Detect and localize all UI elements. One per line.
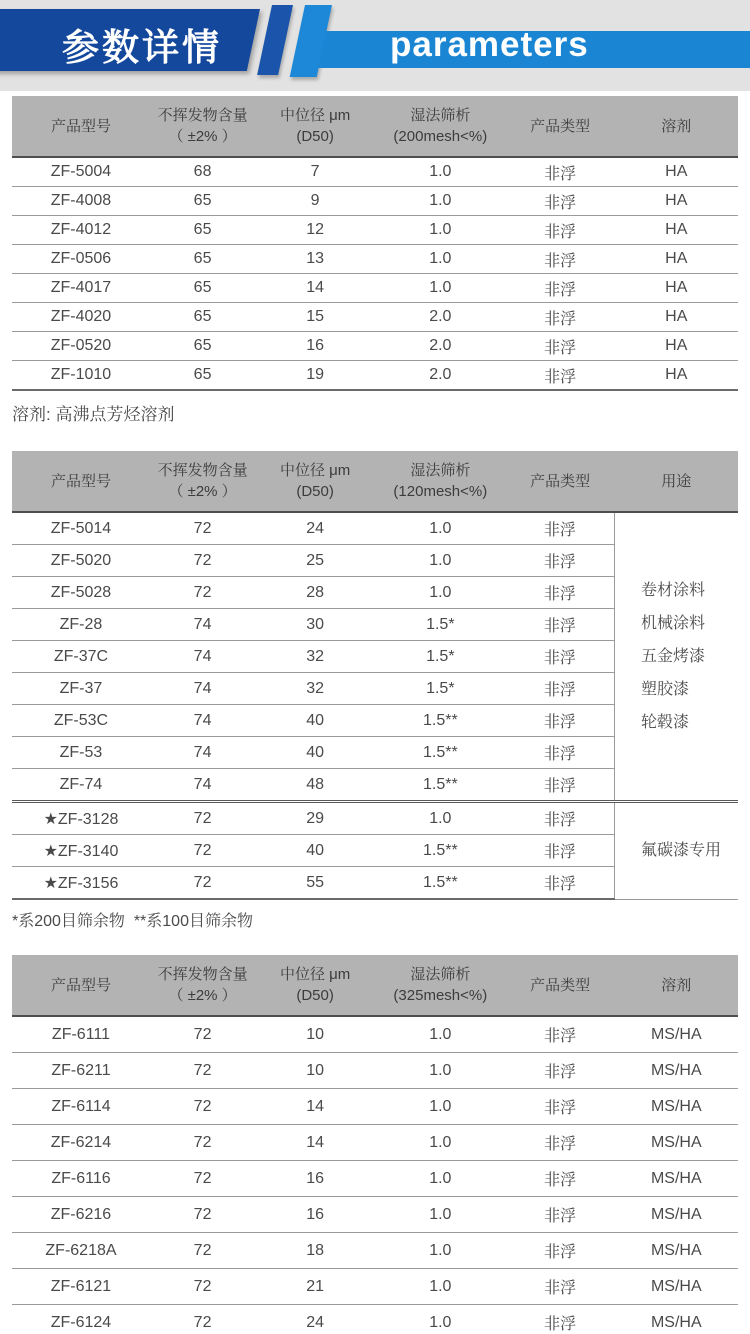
table-row <box>12 1053 738 1089</box>
table-cell: 19 <box>255 361 375 391</box>
column-header: 产品类型 <box>506 955 615 1016</box>
table-cell: 1.0 <box>375 577 506 609</box>
column-header: 溶剂 <box>615 955 738 1016</box>
column-header: 溶剂 <box>615 96 738 157</box>
column-header: 中位径 μm (D50) <box>255 96 375 157</box>
table-cell: 非浮 <box>506 1197 615 1233</box>
column-header: 中位径 μm (D50) <box>255 451 375 512</box>
table-cell: 10 <box>255 1016 375 1053</box>
table-cell: ZF-6218A <box>12 1233 150 1269</box>
table-cell: 非浮 <box>506 303 615 332</box>
table-cell: 1.0 <box>375 1305 506 1334</box>
table-cell: 2.0 <box>375 303 506 332</box>
table-cell: 72 <box>150 512 255 545</box>
table-cell: 72 <box>150 835 255 867</box>
table-cell: 32 <box>255 641 375 673</box>
table-cell: 72 <box>150 545 255 577</box>
table-cell: 7 <box>255 157 375 187</box>
table-cell: 1.0 <box>375 802 506 835</box>
table-cell: ZF-4012 <box>12 216 150 245</box>
table-cell: 非浮 <box>506 332 615 361</box>
column-header: 产品类型 <box>506 96 615 157</box>
table-cell: 48 <box>255 769 375 802</box>
table-row <box>12 1305 738 1334</box>
table-cell: 40 <box>255 705 375 737</box>
table-cell: 13 <box>255 245 375 274</box>
table-cell: 非浮 <box>506 512 615 545</box>
table-cell: 74 <box>150 705 255 737</box>
table-cell: 40 <box>255 835 375 867</box>
table-row <box>12 1016 738 1053</box>
table-header-row <box>12 955 738 1016</box>
table-cell: 65 <box>150 274 255 303</box>
table-row <box>12 1089 738 1125</box>
table-cell: 72 <box>150 802 255 835</box>
page-title-chinese: 参数详情 <box>62 27 222 68</box>
table-cell: ZF-37 <box>12 673 150 705</box>
usage-lines: 卷材涂料 机械涂料 五金烤漆 塑胶漆 轮毂漆 <box>641 582 706 731</box>
table-cell: ZF-6214 <box>12 1125 150 1161</box>
parameters-table-200mesh <box>12 96 738 391</box>
table-cell: 65 <box>150 332 255 361</box>
table-row <box>12 802 738 835</box>
table-cell: 72 <box>150 1089 255 1125</box>
table-cell: MS/HA <box>615 1269 738 1305</box>
table-cell: 74 <box>150 641 255 673</box>
table-cell: MS/HA <box>615 1305 738 1334</box>
table-cell: 24 <box>255 1305 375 1334</box>
table-cell: HA <box>615 187 738 216</box>
table-cell: 非浮 <box>506 245 615 274</box>
table-cell: 2.0 <box>375 361 506 391</box>
table-cell: 72 <box>150 1161 255 1197</box>
table-cell: 1.5** <box>375 835 506 867</box>
column-header: 不挥发物含量 （ ±2% ） <box>150 96 255 157</box>
table-cell: ZF-6111 <box>12 1016 150 1053</box>
table-cell: 55 <box>255 867 375 900</box>
table-cell: 非浮 <box>506 1269 615 1305</box>
table-cell: 74 <box>150 673 255 705</box>
table-cell: 74 <box>150 609 255 641</box>
table-cell: 非浮 <box>506 1233 615 1269</box>
table-cell: ZF-37C <box>12 641 150 673</box>
table-cell: 74 <box>150 737 255 769</box>
column-header: 湿法筛析 (120mesh<%) <box>375 451 506 512</box>
table-cell: MS/HA <box>615 1161 738 1197</box>
table-row <box>12 1269 738 1305</box>
table-cell: 40 <box>255 737 375 769</box>
table-cell: 24 <box>255 512 375 545</box>
table-cell: ZF-5014 <box>12 512 150 545</box>
table-cell: 1.5* <box>375 673 506 705</box>
table-cell: ZF-6116 <box>12 1161 150 1197</box>
table-cell: HA <box>615 361 738 391</box>
table-cell: 非浮 <box>506 835 615 867</box>
page-header <box>0 0 750 91</box>
table-cell: 1.0 <box>375 1233 506 1269</box>
table-row <box>12 1161 738 1197</box>
table-cell: ZF-53C <box>12 705 150 737</box>
usage-merged-cell <box>615 512 738 802</box>
table-cell: 18 <box>255 1233 375 1269</box>
table-cell: ZF-5028 <box>12 577 150 609</box>
table-cell: 非浮 <box>506 577 615 609</box>
table-row <box>12 216 738 245</box>
table-cell: 非浮 <box>506 1089 615 1125</box>
table-cell: MS/HA <box>615 1197 738 1233</box>
table-cell: 72 <box>150 1016 255 1053</box>
table-cell: ZF-4008 <box>12 187 150 216</box>
table-cell: 12 <box>255 216 375 245</box>
table-cell: ZF-6114 <box>12 1089 150 1125</box>
table-cell: 65 <box>150 361 255 391</box>
usage-merged-cell <box>615 802 738 900</box>
table-cell: 1.0 <box>375 157 506 187</box>
table-row <box>12 1125 738 1161</box>
table-cell: ZF-5004 <box>12 157 150 187</box>
column-header: 湿法筛析 (200mesh<%) <box>375 96 506 157</box>
table-row <box>12 332 738 361</box>
table-cell: 65 <box>150 245 255 274</box>
column-header: 中位径 μm (D50) <box>255 955 375 1016</box>
decor-stripe-dark-icon <box>257 5 293 75</box>
parameters-table-120mesh <box>12 451 738 900</box>
table-cell: 2.0 <box>375 332 506 361</box>
table-cell: HA <box>615 216 738 245</box>
table-cell: MS/HA <box>615 1016 738 1053</box>
table-cell: 非浮 <box>506 157 615 187</box>
table-cell: 非浮 <box>506 1161 615 1197</box>
table-cell: 非浮 <box>506 802 615 835</box>
table-cell: ZF-4017 <box>12 274 150 303</box>
table-cell: 非浮 <box>506 867 615 900</box>
table-cell: 72 <box>150 1197 255 1233</box>
table-cell: MS/HA <box>615 1233 738 1269</box>
table-cell: 1.0 <box>375 512 506 545</box>
table-cell: 非浮 <box>506 545 615 577</box>
column-header: 不挥发物含量 （ ±2% ） <box>150 955 255 1016</box>
table-cell: 1.0 <box>375 1197 506 1233</box>
table-cell: MS/HA <box>615 1125 738 1161</box>
table-cell: ZF-1010 <box>12 361 150 391</box>
table-cell: 1.5* <box>375 609 506 641</box>
column-header: 产品型号 <box>12 955 150 1016</box>
table-cell: 1.0 <box>375 1016 506 1053</box>
table-row <box>12 361 738 391</box>
table-cell: 非浮 <box>506 361 615 391</box>
table-cell: 16 <box>255 1197 375 1233</box>
table-cell: ZF-28 <box>12 609 150 641</box>
table-cell: 非浮 <box>506 187 615 216</box>
table-cell: 10 <box>255 1053 375 1089</box>
table-cell: ZF-6211 <box>12 1053 150 1089</box>
table-cell: ZF-5020 <box>12 545 150 577</box>
table-row <box>12 274 738 303</box>
table-cell: 非浮 <box>506 705 615 737</box>
table-cell: 72 <box>150 867 255 900</box>
table-cell: 30 <box>255 609 375 641</box>
table-cell: 65 <box>150 216 255 245</box>
content-area <box>0 96 750 1334</box>
table-cell: 15 <box>255 303 375 332</box>
column-header: 用途 <box>615 451 738 512</box>
usage-lines: 氟碳漆专用 <box>641 842 722 860</box>
table-cell: 25 <box>255 545 375 577</box>
table-cell: 1.0 <box>375 216 506 245</box>
table-row <box>12 1197 738 1233</box>
table-row <box>12 512 738 545</box>
table-cell: 72 <box>150 1125 255 1161</box>
table-cell: 1.0 <box>375 545 506 577</box>
table-cell: MS/HA <box>615 1089 738 1125</box>
table-cell: 非浮 <box>506 1305 615 1334</box>
table-cell: 32 <box>255 673 375 705</box>
page-title-english: parameters <box>390 25 589 64</box>
column-header: 产品类型 <box>506 451 615 512</box>
table-cell: 1.5* <box>375 641 506 673</box>
table-cell: HA <box>615 274 738 303</box>
table-cell: ZF-0506 <box>12 245 150 274</box>
table-cell: HA <box>615 157 738 187</box>
table-cell: 1.5** <box>375 769 506 802</box>
table-cell: 72 <box>150 1233 255 1269</box>
table-header-row <box>12 451 738 512</box>
table-cell: 非浮 <box>506 1016 615 1053</box>
table-cell: 65 <box>150 303 255 332</box>
table-cell: 21 <box>255 1269 375 1305</box>
table-cell: 非浮 <box>506 737 615 769</box>
table-cell: 1.0 <box>375 1125 506 1161</box>
table-row <box>12 245 738 274</box>
table-cell: 28 <box>255 577 375 609</box>
table-cell: 72 <box>150 1053 255 1089</box>
table-cell: 1.0 <box>375 245 506 274</box>
table-cell: ZF-6216 <box>12 1197 150 1233</box>
table-cell: 1.5** <box>375 705 506 737</box>
column-header: 产品型号 <box>12 96 150 157</box>
table-cell: 9 <box>255 187 375 216</box>
table-cell: 非浮 <box>506 1125 615 1161</box>
table-cell: ZF-53 <box>12 737 150 769</box>
table-cell: 1.5** <box>375 867 506 900</box>
table-cell: HA <box>615 303 738 332</box>
table-cell: 14 <box>255 1089 375 1125</box>
table-cell: 16 <box>255 1161 375 1197</box>
parameters-table-325mesh <box>12 955 738 1334</box>
table-cell: 72 <box>150 1305 255 1334</box>
table-cell: 非浮 <box>506 609 615 641</box>
table-cell: 非浮 <box>506 274 615 303</box>
sieve-residue-note: *系200目筛余物 **系100目筛余物 <box>12 913 253 930</box>
table-cell: ZF-74 <box>12 769 150 802</box>
table-row <box>12 303 738 332</box>
column-header: 湿法筛析 (325mesh<%) <box>375 955 506 1016</box>
table-cell: 72 <box>150 577 255 609</box>
table-cell: 29 <box>255 802 375 835</box>
table-cell: HA <box>615 245 738 274</box>
table-cell: 1.0 <box>375 1269 506 1305</box>
table-cell: MS/HA <box>615 1053 738 1089</box>
table-cell: 1.0 <box>375 187 506 216</box>
table-row <box>12 187 738 216</box>
table-cell: 非浮 <box>506 216 615 245</box>
table-cell: HA <box>615 332 738 361</box>
table-cell: 非浮 <box>506 673 615 705</box>
table-header-row <box>12 96 738 157</box>
solvent-note: 溶剂: 高沸点芳烃溶剂 <box>12 405 175 424</box>
table-cell: 1.0 <box>375 274 506 303</box>
column-header: 产品型号 <box>12 451 150 512</box>
table-cell: 1.0 <box>375 1161 506 1197</box>
table-cell: 74 <box>150 769 255 802</box>
table-cell: 1.5** <box>375 737 506 769</box>
table-cell: 68 <box>150 157 255 187</box>
table-cell: 72 <box>150 1269 255 1305</box>
table-cell: 14 <box>255 1125 375 1161</box>
table-cell: ZF-4020 <box>12 303 150 332</box>
table-cell: 1.0 <box>375 1089 506 1125</box>
table-row <box>12 157 738 187</box>
table-cell: ZF-6121 <box>12 1269 150 1305</box>
table-cell: 1.0 <box>375 1053 506 1089</box>
column-header: 不挥发物含量 （ ±2% ） <box>150 451 255 512</box>
table-cell: 非浮 <box>506 1053 615 1089</box>
table-cell: 非浮 <box>506 769 615 802</box>
table-cell: 非浮 <box>506 641 615 673</box>
table-row <box>12 1233 738 1269</box>
table-cell: ZF-0520 <box>12 332 150 361</box>
table-cell: ★ZF-3156 <box>12 867 150 900</box>
table-cell: ★ZF-3128 <box>12 802 150 835</box>
table-cell: 65 <box>150 187 255 216</box>
table-cell: 14 <box>255 274 375 303</box>
table-cell: ZF-6124 <box>12 1305 150 1334</box>
table-cell: 16 <box>255 332 375 361</box>
table-cell: ★ZF-3140 <box>12 835 150 867</box>
